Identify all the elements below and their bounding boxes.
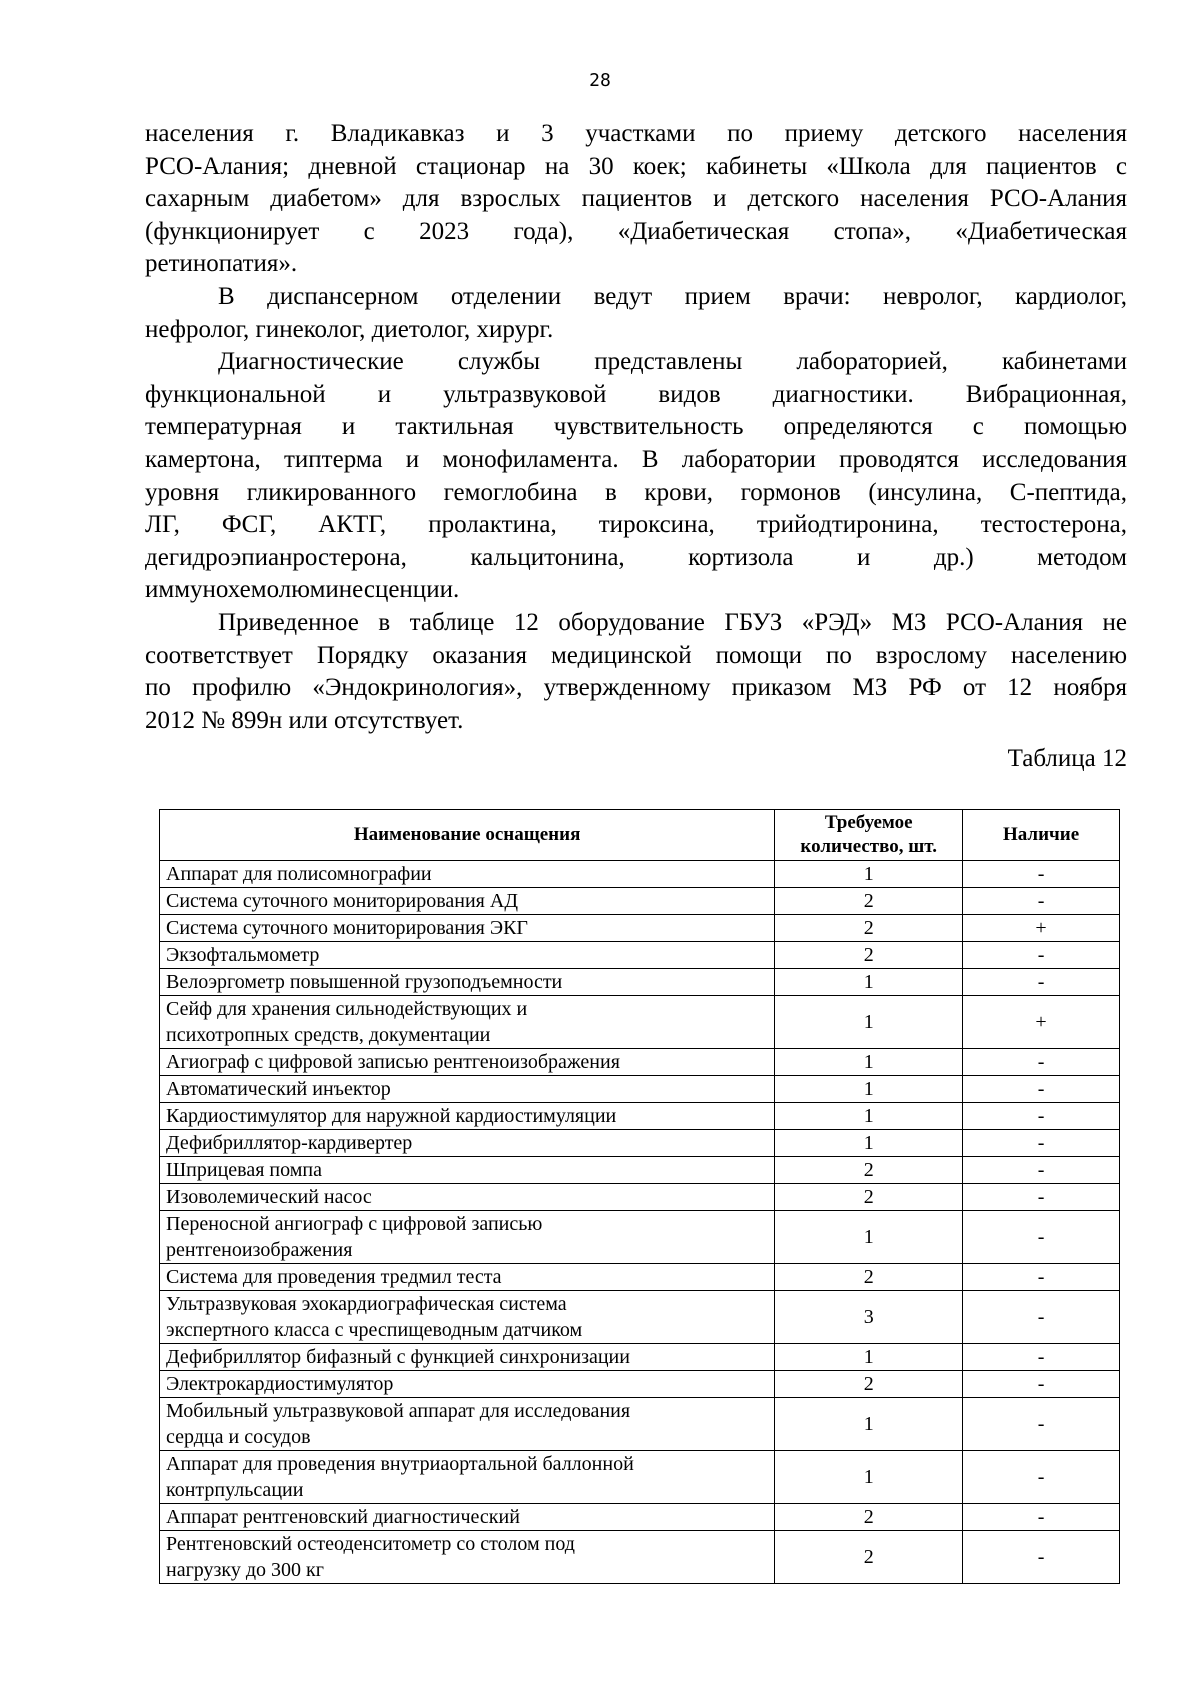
cell-quantity: 2 bbox=[775, 1371, 963, 1398]
cell-quantity: 1 bbox=[775, 1398, 963, 1451]
cell-availability: - bbox=[963, 1184, 1120, 1211]
cell-availability: - bbox=[963, 1157, 1120, 1184]
text-line: ЛГ, ФСГ, АКТГ, пролактина, тироксина, трийодтиронина, тестостерона, bbox=[145, 511, 1127, 539]
header-qty bbox=[775, 810, 963, 861]
table-row bbox=[160, 1157, 1120, 1184]
cell-quantity: 1 bbox=[775, 1344, 963, 1371]
cell-name-line: Аппарат для проведения внутриаортальной баллонной bbox=[166, 1453, 634, 1475]
header-name: Наименование оснащения bbox=[160, 810, 775, 861]
cell-name-line: Система суточного мониторирования АД bbox=[166, 890, 518, 912]
cell-quantity: 1 bbox=[775, 1451, 963, 1504]
cell-availability: - bbox=[963, 1103, 1120, 1130]
cell-equipment-name bbox=[160, 1184, 775, 1211]
text-line: сахарным диабетом» для взрослых пациентов и детского населения РСО-Алания bbox=[145, 185, 1127, 213]
cell-name-line: Дефибриллятор-кардивертер bbox=[166, 1132, 413, 1154]
cell-availability: - bbox=[963, 969, 1120, 996]
cell-equipment-name bbox=[160, 1264, 775, 1291]
cell-quantity: 1 bbox=[775, 1211, 963, 1264]
cell-quantity: 2 bbox=[775, 1504, 963, 1531]
cell-equipment-name bbox=[160, 1371, 775, 1398]
cell-equipment-name bbox=[160, 996, 775, 1049]
cell-name-line: Система суточного мониторирования ЭКГ bbox=[166, 917, 528, 939]
cell-availability: - bbox=[963, 1398, 1120, 1451]
table-row bbox=[160, 1371, 1120, 1398]
cell-name-line: Ультразвуковая эхокардиографическая система bbox=[166, 1293, 567, 1315]
table-row bbox=[160, 1076, 1120, 1103]
document-body bbox=[145, 118, 1127, 775]
table-row bbox=[160, 1291, 1120, 1344]
table-row bbox=[160, 861, 1120, 888]
cell-equipment-name bbox=[160, 915, 775, 942]
cell-equipment-name bbox=[160, 1531, 775, 1584]
table-row bbox=[160, 1264, 1120, 1291]
paragraph-3 bbox=[145, 346, 1127, 607]
text-line: населения г. Владикавказ и 3 участками по приему детского населения bbox=[145, 120, 1127, 147]
text-line: соответствует Порядку оказания медицинской помощи по взрослому населению bbox=[145, 641, 1127, 669]
cell-name-line: психотропных средств, документации bbox=[166, 1024, 491, 1046]
text-line: В диспансерном отделении ведут прием врачи: невролог, кардиолог, bbox=[218, 282, 1127, 310]
table-caption: Таблица 12 bbox=[1007, 745, 1127, 773]
text-line: температурная и тактильная чувствительность определяются с помощью bbox=[145, 413, 1127, 441]
cell-availability: - bbox=[963, 942, 1120, 969]
table-row bbox=[160, 1184, 1120, 1211]
cell-quantity: 2 bbox=[775, 888, 963, 915]
cell-equipment-name bbox=[160, 1291, 775, 1344]
cell-name-line: Экзофтальмометр bbox=[166, 944, 320, 966]
cell-name-line: Рентгеновский остеоденситометр со столом под bbox=[166, 1533, 575, 1555]
paragraph-1 bbox=[145, 118, 1127, 281]
cell-name-line: Шприцевая помпа bbox=[166, 1159, 322, 1181]
cell-availability: - bbox=[963, 1451, 1120, 1504]
cell-quantity: 1 bbox=[775, 1130, 963, 1157]
cell-equipment-name bbox=[160, 1211, 775, 1264]
text-line: 2012 № 899н или отсутствует. bbox=[145, 706, 464, 734]
cell-name-line: Аппарат для полисомнографии bbox=[166, 863, 432, 885]
cell-availability: - bbox=[963, 1076, 1120, 1103]
cell-name-line: контрпульсации bbox=[166, 1479, 304, 1501]
cell-quantity: 2 bbox=[775, 915, 963, 942]
header-availability: Наличие bbox=[963, 810, 1120, 861]
cell-equipment-name bbox=[160, 1103, 775, 1130]
cell-availability: - bbox=[963, 1130, 1120, 1157]
paragraph-4 bbox=[145, 607, 1127, 737]
cell-quantity: 1 bbox=[775, 1049, 963, 1076]
cell-quantity: 1 bbox=[775, 1103, 963, 1130]
cell-name-line: Переносной ангиограф с цифровой записью bbox=[166, 1213, 543, 1235]
table-body bbox=[160, 861, 1120, 1584]
cell-name-line: Изоволемический насос bbox=[166, 1186, 372, 1208]
cell-quantity: 1 bbox=[775, 996, 963, 1049]
cell-equipment-name bbox=[160, 1076, 775, 1103]
table-row bbox=[160, 1049, 1120, 1076]
cell-equipment-name bbox=[160, 1398, 775, 1451]
cell-name-line: Сейф для хранения сильнодействующих и bbox=[166, 998, 528, 1020]
table-row bbox=[160, 969, 1120, 996]
text-line: (функционирует с 2023 года), «Диабетическая стопа», «Диабетическая bbox=[145, 217, 1127, 245]
cell-availability: - bbox=[963, 1049, 1120, 1076]
header-qty-line1: Требуемое bbox=[824, 812, 913, 833]
equipment-table bbox=[159, 809, 1120, 1584]
cell-name-line: сердца и сосудов bbox=[166, 1426, 311, 1448]
text-line: дегидроэпианростерона, кальцитонина, кортизола и др.) методом bbox=[145, 543, 1127, 571]
cell-quantity: 1 bbox=[775, 1076, 963, 1103]
text-line: по профилю «Эндокринология», утвержденному приказом МЗ РФ от 12 ноября bbox=[145, 674, 1127, 702]
table-row bbox=[160, 942, 1120, 969]
header-qty-line2: количество, шт. bbox=[800, 836, 937, 857]
cell-availability: - bbox=[963, 1291, 1120, 1344]
page-number: 28 bbox=[589, 70, 611, 91]
cell-availability: - bbox=[963, 1264, 1120, 1291]
cell-quantity: 3 bbox=[775, 1291, 963, 1344]
table-row bbox=[160, 1344, 1120, 1371]
table-row bbox=[160, 1504, 1120, 1531]
cell-availability: - bbox=[963, 1531, 1120, 1584]
text-line: Диагностические службы представлены лабораторией, кабинетами bbox=[218, 348, 1127, 376]
table-row bbox=[160, 1211, 1120, 1264]
table-row bbox=[160, 1130, 1120, 1157]
cell-name-line: Аппарат рентгеновский диагностический bbox=[166, 1506, 520, 1528]
cell-availability: - bbox=[963, 1211, 1120, 1264]
cell-quantity: 2 bbox=[775, 942, 963, 969]
cell-equipment-name bbox=[160, 969, 775, 996]
cell-quantity: 1 bbox=[775, 861, 963, 888]
cell-equipment-name bbox=[160, 1157, 775, 1184]
cell-quantity: 1 bbox=[775, 969, 963, 996]
cell-equipment-name bbox=[160, 861, 775, 888]
cell-name-line: Мобильный ультразвуковой аппарат для исследования bbox=[166, 1400, 631, 1422]
cell-quantity: 2 bbox=[775, 1157, 963, 1184]
table-header-row bbox=[160, 810, 1120, 861]
table-row bbox=[160, 1451, 1120, 1504]
cell-name-line: рентгеноизображения bbox=[166, 1239, 353, 1261]
text-line: иммунохемолюминесценции. bbox=[145, 576, 460, 604]
cell-name-line: Дефибриллятор бифазный с функцией синхронизации bbox=[166, 1346, 630, 1368]
cell-name-line: Автоматический инъектор bbox=[166, 1078, 391, 1100]
text-line: нефролог, гинеколог, диетолог, хирург. bbox=[145, 315, 554, 343]
cell-equipment-name bbox=[160, 942, 775, 969]
cell-equipment-name bbox=[160, 1451, 775, 1504]
cell-quantity: 2 bbox=[775, 1531, 963, 1584]
cell-name-line: Агиограф с цифровой записью рентгеноизображения bbox=[166, 1051, 620, 1073]
cell-equipment-name bbox=[160, 1344, 775, 1371]
cell-name-line: Электрокардиостимулятор bbox=[166, 1373, 394, 1395]
table-row bbox=[160, 1103, 1120, 1130]
cell-name-line: экспертного класса с чреспищеводным датчиком bbox=[166, 1319, 583, 1341]
cell-availability: - bbox=[963, 888, 1120, 915]
cell-availability: + bbox=[963, 996, 1120, 1049]
cell-equipment-name bbox=[160, 888, 775, 915]
text-line: ретинопатия». bbox=[145, 250, 298, 278]
text-line: камертона, типтерма и монофиламента. В лаборатории проводятся исследования bbox=[145, 445, 1127, 473]
cell-equipment-name bbox=[160, 1049, 775, 1076]
cell-equipment-name bbox=[160, 1130, 775, 1157]
cell-name-line: Велоэргометр повышенной грузоподъемности bbox=[166, 971, 563, 993]
cell-quantity: 2 bbox=[775, 1184, 963, 1211]
table-row bbox=[160, 996, 1120, 1049]
cell-availability: - bbox=[963, 1504, 1120, 1531]
text-line: Приведенное в таблице 12 оборудование ГБУЗ «РЭД» МЗ РСО-Алания не bbox=[218, 608, 1127, 636]
cell-availability: - bbox=[963, 1371, 1120, 1398]
cell-name-line: нагрузку до 300 кг bbox=[166, 1559, 324, 1581]
table-row bbox=[160, 888, 1120, 915]
table-row bbox=[160, 1398, 1120, 1451]
cell-availability: - bbox=[963, 1344, 1120, 1371]
cell-name-line: Система для проведения тредмил теста bbox=[166, 1266, 502, 1288]
cell-availability: + bbox=[963, 915, 1120, 942]
cell-quantity: 2 bbox=[775, 1264, 963, 1291]
text-line: уровня гликированного гемоглобина в крови, гормонов (инсулина, С-пептида, bbox=[145, 478, 1127, 506]
text-line: функциональной и ультразвуковой видов диагностики. Вибрационная, bbox=[145, 380, 1127, 408]
paragraph-2 bbox=[145, 281, 1127, 346]
table-row bbox=[160, 1531, 1120, 1584]
cell-availability: - bbox=[963, 861, 1120, 888]
table-row bbox=[160, 915, 1120, 942]
text-line: РСО-Алания; дневной стационар на 30 коек; кабинеты «Школа для пациентов с bbox=[145, 152, 1127, 180]
cell-name-line: Кардиостимулятор для наружной кардиостимуляции bbox=[166, 1105, 617, 1127]
cell-equipment-name bbox=[160, 1504, 775, 1531]
